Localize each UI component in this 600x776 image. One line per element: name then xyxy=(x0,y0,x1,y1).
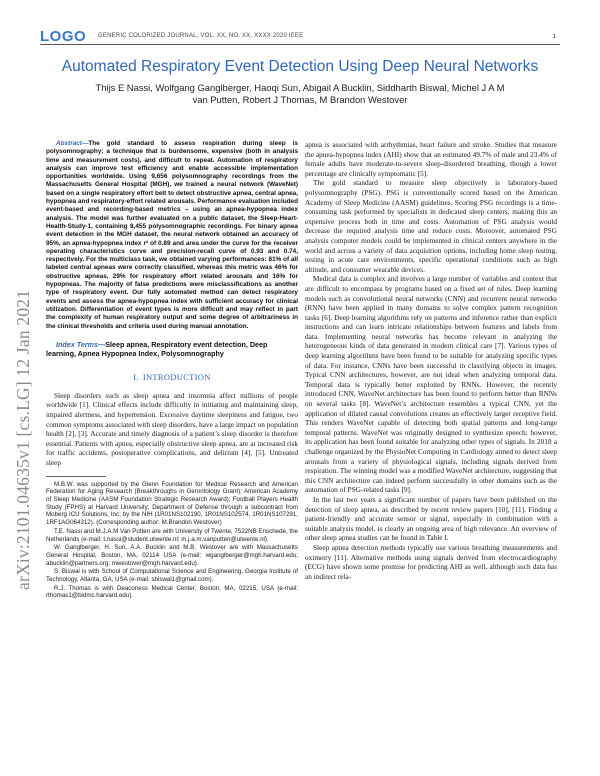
index-terms-text: Sleep apnea, Respiratory event detection, Deep learning, Apnea Hypopnea Index, Polysomnography xyxy=(46,339,268,358)
page-number: 1 xyxy=(552,33,556,40)
abstract xyxy=(46,140,298,331)
left-column xyxy=(46,140,298,601)
abstract-dash: — xyxy=(81,140,89,147)
abstract-label: Abstract xyxy=(56,140,82,147)
right-column xyxy=(305,140,557,581)
section-heading-introduction xyxy=(46,372,298,382)
arxiv-identifier[interactable]: arXiv:2101.04635v1 [cs.LG] 12 Jan 2021 xyxy=(13,289,33,590)
right-paragraph-3: Medical data is complex and involves a large number of variables and context that are difficult to encompass by programs based on a fixed set of rules. Deep learning models such as convolutional neural networks (CNN) and recurrent neural networks (RNN) have been applied in many domains to solve complex pattern recognition tasks [6]. Deep learning algorithms rely on patterns and inference rather than explicit instructions and can learn intricate relationships between features and labels from data. Implementing neural networks has become relevant in analyzing the heterogeneous kinds of data generated in modern clinical care [7]. Various types of deep learning algorithms have been found to be suitable for analyzing specific types of data. For instance, CNNs have been successful in classifying objects in images. Typical CNN architectures, however, are not ideal when analyzing temporal data. Temporal data is typically better exploited by RNNs. However, the recently introduced CNN, WaveNet architecture has been found to perform better than RNNs on several tasks [8]. WaveNet’s architecture resembles a typical CNN, yet the application of dilated causal convolutions creates an effectively larger receptive field. This renders WaveNet capable of detecting both spatial patterns and long-range temporal patterns. WaveNet was originally designed to synthesize speech; however, its application has been found suitable for analyzing other types of signals. In 2018 a challenge organized by the PhysioNet Computing in Cardiology aimed to detect sleep arousals from a variety of physiological signals, including signals derived from respiration. The winning model was a modified WaveNet architecture, suggesting that this CNN architecture can indeed perform successfully in other domains such as the automation of PSG-related tasks [9]. xyxy=(305,274,557,495)
footnote-funding: M.B.W. was supported by the Glenn Foundation for Medical Research and American Federation for Aging Research (Breakthroughs in Gerontology Grant); American Academy of Sleep Medicine (AASM Foundation Strategic Research Award); Football Players Health Study (FPHS) at Harvard University; Department of Defense through a subcontract from Moberg ICU Solutions, Inc; by the NIH (1R01NS102190, 1R01NS102574, 1R01NS107291, 1RF1AG064312). (Corresponding author: M.Brandon Westover) xyxy=(46,480,298,527)
paper-title: Automated Respiratory Event Detection Using Deep Neural Networks xyxy=(61,58,539,75)
section-numeral: I. xyxy=(133,371,139,382)
author-list: Thijs E Nassi, Wolfgang Ganglberger, Haoqi Sun, Abigail A Bucklin, Siddharth Biswal, Michel J A M van Putten, Robert J Thomas, M Brandon Westover xyxy=(95,82,505,105)
header-rule xyxy=(40,44,560,45)
right-paragraph-2: The gold standard to measure sleep objectively is laboratory-based polysomnography (PSG). PSG is conventionally scored based on the American Academy of Sleep Medicine (AASM) guidelines. Scoring PSG recordings is a time-consuming task performed by specialists in dedicated sleep centers, making this an expensive process both in time and costs. Automation of PSG analysis would decrease the required analysis time and reduce costs. Moreover, automated PSG analysis computer models could be implemented in clinical centers anywhere in the world and across a variety of data acquisition options, including home sleep testing, testing in acute care environments, specific operational conditions such as high altitude, and consumer wearable devices. xyxy=(305,178,557,274)
journal-logo: LOGO xyxy=(40,28,87,45)
footnote-georgia-tech: S. Biswal is with School of Computational Science and Engineering, Georgia Institute of Technology, Atlanta, GA, USA (e-mail: sbiswal1@gmail.com). xyxy=(46,568,298,584)
footnote-deaconess: R.J. Thomas is with Deaconess Medical Center, Boston, MA, 02215, USA (e-mail: rthomas1@bidmc.harvard.edu). xyxy=(46,584,298,600)
right-paragraph-5: Sleep apnea detection methods typically use various breathing measurements and oximetry [11]. Alternative methods using signals derived from electrocardiography (ECG) have shown some promise for predicting AHI as well, although such data has an indirect rela- xyxy=(305,542,557,581)
index-terms-dash: — xyxy=(98,339,106,349)
right-paragraph-4: In the last two years a significant number of papers have been published on the detection of sleep apnea, as described by recent review papers [10], [11]. Finding a patient-friendly and accurate sensor or signal, especially in combination with a suitable analysis model, is clearly an ongoing area of high relevance. An overview of other sleep apnea studies can be found in Table I. xyxy=(305,494,557,543)
intro-paragraph-1: Sleep disorders such as sleep apnea and insomnia affect millions of people worldwide [1]. Clinical effects include difficulty in initiating and maintaining sleep, impaired alertness, and hypertension. Excessive daytime sleepiness and fatigue, two common symptoms associated with sleep disorders, have a large impact on population health [2], [3]. Accurate and timely diagnosis of a patient’s sleep disorder is therefore essential. Patients with apnea, especially obstructive sleep apnea, are at increased risk for traffic accidents, postoperative complications, and delirium [4], [5]. Untreated sleep xyxy=(46,390,298,467)
abstract-text: The gold standard to assess respiration during sleep is polysomnography; a technique that is burdensome, expensive (both in analysis time and measurement costs), and difficult to repeat. Automation of respiratory analysis can improve test efficiency and enable accessible implementation opportunities worldwide. Using 9,656 polysomnography recordings from the Massachusetts General Hospital (MGH), we trained a neural network (WaveNet) based on a single respiratory effort belt to detect obstructive apnea, central apnea, hypopnea and respiratory-effort related arousals. Performance evaluation included event-based and recording-based metrics – using an apnea-hypopnea index analysis. The model was further evaluated on a public dataset, the Sleep-Heart-Health-Study-1, containing 8,455 polysomnographic recordings. For binary apnea event detection in the MGH dataset, the neural network obtained an accuracy of 95%, an apnea-hypopnea index r² of 0.89 and area under the curve for the receiver operating characteristics curve and precision-recall curve of 0.93 and 0.74, respectively. For the multiclass task, we obtained varying performances: 81% of all labeled central apneas were correctly classified, whereas this metric was 46% for obstructive apneas, 29% for respiratory effort related arousals and 16% for hypopneas. The majority of false predictions were misclassifications as another type of respiratory event. Our fully automated method can detect respiratory events and assess the apnea-hypopnea index with sufficient accuracy for clinical utilization. Differentiation of event types is more difficult and may reflect in part the complexity of human respiratory output and some degree of arbitrariness in the clinical thresholds and criteria used during manual annotation. xyxy=(46,140,298,330)
section-title: INTRODUCTION xyxy=(142,371,211,382)
index-terms xyxy=(46,340,298,358)
footnote-mgh: W. Ganglberger, H. Sun, A.A. Bucklin and M.B. Westover are with Massachusetts General Hospital, Boston, MA, 02114 USA (e-mail: wganglberger@mgh.harvard.edu; abucklin@partners.org; mwestover@mgh.harvard.edu). xyxy=(46,544,298,567)
footnote-twente: T.E. Nassi and M.J.A.M Van Putten are with University of Twente, 7522NB Enschede, the Netherlands (e-mail: t.nassi@student.utwente.nl; m.j.a.m.vanputten@utwente.nl). xyxy=(46,527,298,543)
index-terms-label: Index Terms xyxy=(56,339,99,349)
right-paragraph-1: apnea is associated with arrhythmias, heart failure and stroke. Studies that measure the apnea-hypopnea index (AHI) show that an estimated 49.7% of male and 23.4% of female adults have moderate-to-severe sleep-disordered breathing, though a lower percentage are clinically symptomatic [5]. xyxy=(305,140,557,178)
footnote-rule xyxy=(46,476,106,477)
journal-info: GENERIC COLORIZED JOURNAL, VOL. XX, NO. XX, XXXX 2020 IEEE xyxy=(98,33,304,39)
